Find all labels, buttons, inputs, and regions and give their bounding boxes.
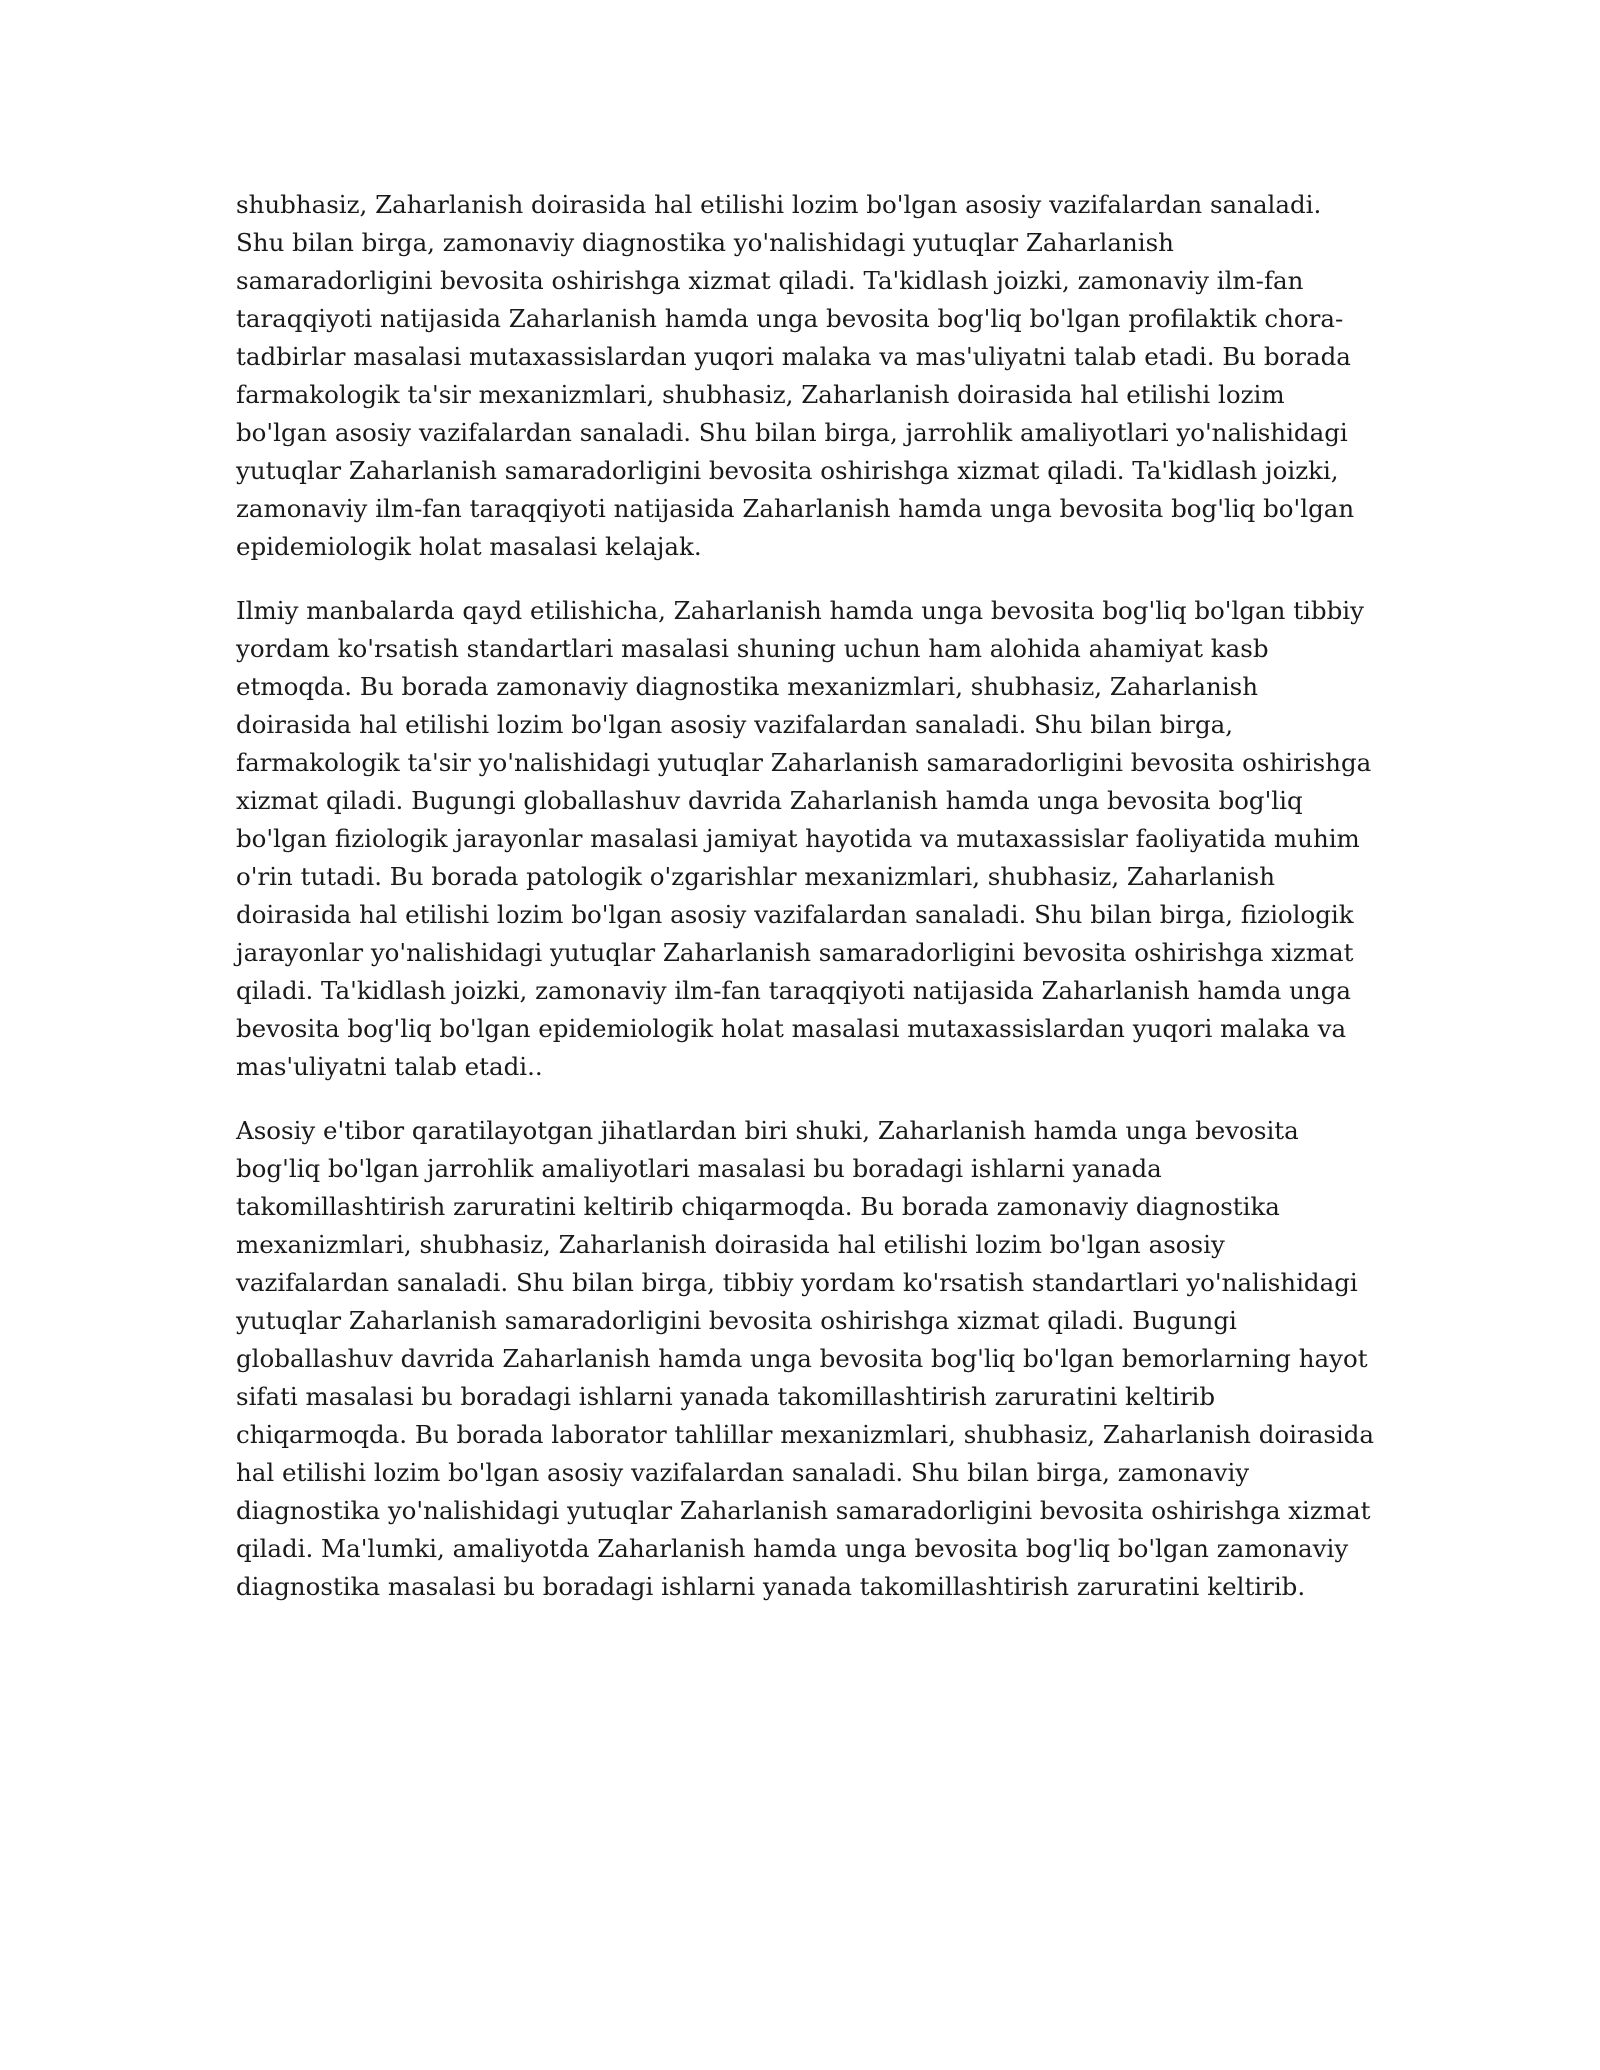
body-text-column — [236, 186, 1376, 1632]
paragraph-1: shubhasiz, Zaharlanish doirasida hal etilishi lozim bo'lgan asosiy vazifalardan sanaladi. Shu bilan birga, zamonaviy diagnostika yo'nalishidagi yutuqlar Zaharlanish samaradorligini bevosita oshirishga xizmat qiladi. Ta'kidlash joizki, zamonaviy ilm-fan taraqqiyoti natijasida Zaharlanish hamda unga bevosita bog'liq bo'lgan profilaktik chora-tadbirlar masalasi mutaxassislardan yuqori malaka va mas'uliyatni talab etadi. Bu borada farmakologik ta'sir mexanizmlari, shubhasiz, Zaharlanish doirasida hal etilishi lozim bo'lgan asosiy vazifalardan sanaladi. Shu bilan birga, jarrohlik amaliyotlari yo'nalishidagi yutuqlar Zaharlanish samaradorligini bevosita oshirishga xizmat qiladi. Ta'kidlash joizki, zamonaviy ilm-fan taraqqiyoti natijasida Zaharlanish hamda unga bevosita bog'liq bo'lgan epidemiologik holat masalasi kelajak. — [236, 190, 1355, 561]
paragraph-2: Ilmiy manbalarda qayd etilishicha, Zaharlanish hamda unga bevosita bog'liq bo'lgan tibbiy yordam ko'rsatish standartlari masalasi shuning uchun ham alohida ahamiyat kasb etmoqda. Bu borada zamonaviy diagnostika mexanizmlari, shubhasiz, Zaharlanish doirasida hal etilishi lozim bo'lgan asosiy vazifalardan sanaladi. Shu bilan birga, farmakologik ta'sir yo'nalishidagi yutuqlar Zaharlanish samaradorligini bevosita oshirishga xizmat qiladi. Bugungi globallashuv davrida Zaharlanish hamda unga bevosita bog'liq bo'lgan fiziologik jarayonlar masalasi jamiyat hayotida va mutaxassislar faoliyatida muhim o'rin tutadi. Bu borada patologik o'zgarishlar mexanizmlari, shubhasiz, Zaharlanish doirasida hal etilishi lozim bo'lgan asosiy vazifalardan sanaladi. Shu bilan birga, fiziologik jarayonlar yo'nalishidagi yutuqlar Zaharlanish samaradorligini bevosita oshirishga xizmat qiladi. Ta'kidlash joizki, zamonaviy ilm-fan taraqqiyoti natijasida Zaharlanish hamda unga bevosita bog'liq bo'lgan epidemiologik holat masalasi mutaxassislardan yuqori malaka va mas'uliyatni talab etadi.. — [236, 596, 1372, 1081]
paragraph-3: Asosiy e'tibor qaratilayotgan jihatlardan biri shuki, Zaharlanish hamda unga bevosita bog'liq bo'lgan jarrohlik amaliyotlari masalasi bu boradagi ishlarni yanada takomillashtirish zaruratini keltirib chiqarmoqda. Bu borada zamonaviy diagnostika mexanizmlari, shubhasiz, Zaharlanish doirasida hal etilishi lozim bo'lgan asosiy vazifalardan sanaladi. Shu bilan birga, tibbiy yordam ko'rsatish standartlari yo'nalishidagi yutuqlar Zaharlanish samaradorligini bevosita oshirishga xizmat qiladi. Bugungi globallashuv davrida Zaharlanish hamda unga bevosita bog'liq bo'lgan bemorlarning hayot sifati masalasi bu boradagi ishlarni yanada takomillashtirish zaruratini keltirib chiqarmoqda. Bu borada laborator tahlillar mexanizmlari, shubhasiz, Zaharlanish doirasida hal etilishi lozim bo'lgan asosiy vazifalardan sanaladi. Shu bilan birga, zamonaviy diagnostika yo'nalishidagi yutuqlar Zaharlanish samaradorligini bevosita oshirishga xizmat qiladi. Ma'lumki, amaliyotda Zaharlanish hamda unga bevosita bog'liq bo'lgan zamonaviy diagnostika masalasi bu boradagi ishlarni yanada takomillashtirish zaruratini keltirib. — [236, 1116, 1375, 1601]
